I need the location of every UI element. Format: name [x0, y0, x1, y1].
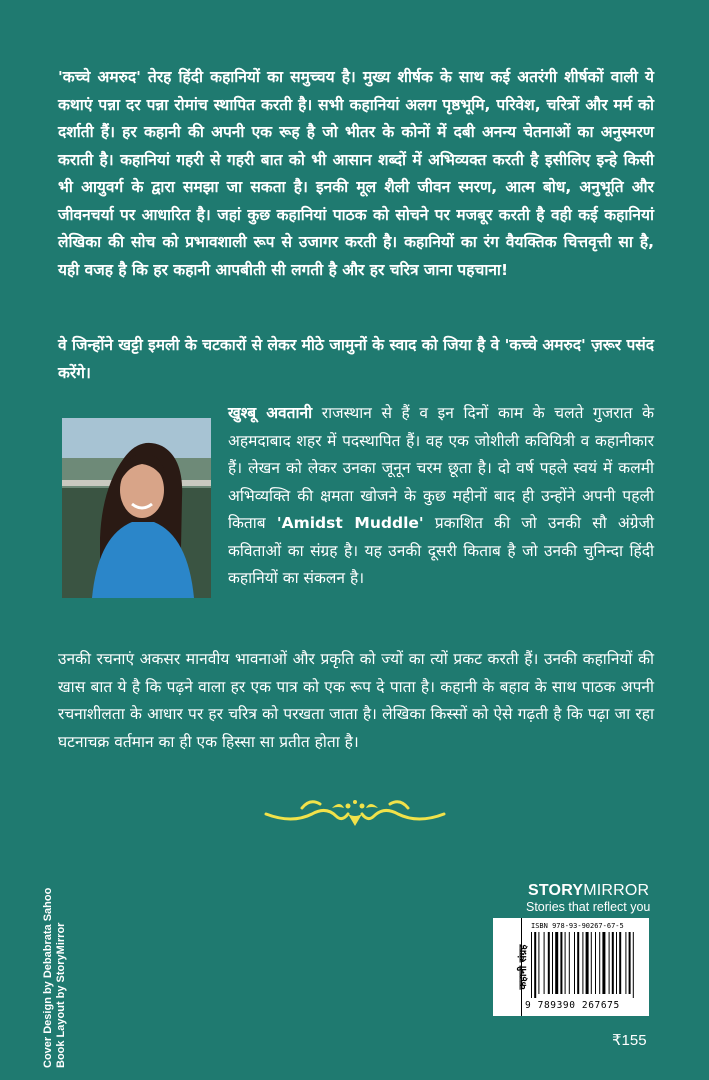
barcode-bar	[548, 932, 550, 994]
ornament-divider-icon	[262, 794, 448, 834]
author-paragraph: उनकी रचनाएं अकसर मानवीय भावनाओं और प्रकृति को ज्यों का त्यों प्रकट करती हैं। उनकी कहानियों की खास बात ये है कि पढ़ने वाला हर एक पात्र को एक रूप दे पाता है। कहानी के बहाव के साथ पाठक अपनी रचनाशीलता के आधार पर हर चरित्र को परखता जाता है। लेखिका किस्सों को ऐसे गढ़ती है कि पढ़ा जा रहा घटनाचक्र वर्तमान का ही एक हिस्सा सा प्रतीत होता है।	[58, 650, 654, 751]
barcode-bar	[633, 932, 634, 998]
barcode-bar	[612, 932, 614, 994]
barcode-bar	[555, 932, 558, 994]
barcode-bar	[569, 932, 570, 994]
barcode-bar	[616, 932, 617, 994]
barcode-bar	[609, 932, 610, 994]
barcode-block	[493, 918, 649, 1016]
author-portrait-icon	[62, 418, 211, 598]
barcode-bar	[595, 932, 596, 994]
barcode-bar	[599, 932, 600, 994]
barcode-bar	[582, 932, 583, 994]
barcode-bar	[552, 932, 553, 994]
price: ₹155	[612, 1032, 647, 1049]
blurb-paragraph-2: वे जिन्होंने खट्टी इमली के चटकारों से लेकर मीठे जामुनों के स्वाद को जिया है वे 'कच्चे अमरुद' ज़रूर पसंद करेंगे।	[58, 336, 654, 382]
publisher-tagline: Stories that reflect you	[526, 900, 651, 914]
blurb-paragraph-1: 'कच्चे अमरुद' तेरह हिंदी कहानियों का समुच्चय है। मुख्य शीर्षक के साथ कई अतरंगी शीर्षकों वाली ये कथाएं पन्ना दर पन्ना रोमांच स्थापित करती है। सभी कहानियां अलग पृष्ठभूमि, परिवेश, चरित्रों और मर्म को दर्शाती हैं। हर कहानी की अपनी एक रूह है जो भीतर के कोनों में दबी अनन्य चेतनाओं का अनुस्मरण कराती है। कहानियां गहरी से गहरी बात को भी आसान शब्दों में अभिव्यक्त करती है इसीलिए इन्हे किसी भी आयुवर्ग के द्वारा समझा जा सकता है। इनकी मूल शैली जीवन स्मरण, आत्म बोध, अनुभूति और जीवनचर्या पर आधारित है। जहां कुछ कहानियां पाठक को सोचने पर मजबूर करती है वही कई कहानियां लेखिका की सोच को प्रभावशाली रूप से उजागर करती है। कहानियों का रंग वैयक्तिक चित्तवृत्ती सा है, यही वजह है कि हर कहानी आपबीती सी लगती है और हर चरित्र जाना पहचाना!	[58, 68, 654, 279]
author-photo	[62, 418, 211, 598]
isbn-label: ISBN 978-93-90267-67-5	[531, 922, 624, 930]
barcode-bar	[574, 932, 575, 994]
layout-credit: Book Layout by StoryMirror	[55, 922, 67, 1068]
barcode-bar	[591, 932, 592, 994]
barcode-bar	[625, 932, 626, 994]
barcode-bar	[544, 932, 545, 994]
genre-label: कहानी संग्रह	[518, 944, 529, 990]
barcode-icon	[529, 932, 645, 998]
barcode-bar	[538, 932, 539, 994]
barcode-bar	[602, 932, 605, 994]
first-book-title: 'Amidst Muddle'	[276, 514, 424, 532]
barcode-bar	[619, 932, 621, 994]
barcode-bar	[629, 932, 631, 994]
barcode-bar	[586, 932, 589, 994]
barcode-bar	[531, 932, 532, 998]
author-name: खुश्बू अवतानी	[228, 404, 313, 422]
publisher-logo: STORYMIRROR	[528, 882, 650, 899]
barcode-number: 9 789390 267675	[525, 1000, 620, 1011]
genre-strip	[493, 918, 529, 1016]
author-bio-text: राजस्थान से हैं व इन दिनों काम के चलते गुजरात के अहमदाबाद शहर में पदस्थापित हैं। वह एक जोशीली कवियित्री व कहानीकार हैं। लेखन को लेकर उनका जूनून चरम छूता है। दो वर्ष पहले स्वयं में कलमी अभिव्यक्ति की क्षमता खोजने के कुछ महीनों बाद ही उन्होंने अपनी पहली किताब	[228, 404, 654, 532]
barcode-bar	[534, 932, 536, 998]
barcode-bar	[565, 932, 566, 994]
author-bio	[228, 400, 654, 593]
barcode-bar	[560, 932, 562, 994]
credits	[42, 818, 68, 1068]
barcode-bar	[577, 932, 579, 994]
author-bio-end: प्रकाशित की जो उनकी सौ अंग्रेजी कविताओं का संग्रह है। यह उनकी दूसरी किताब है जो उनकी चुनिन्दा हिंदी कहानियों का संकलन है।	[228, 514, 655, 587]
cover-credit: Cover Design by Debabrata Sahoo	[42, 887, 54, 1068]
